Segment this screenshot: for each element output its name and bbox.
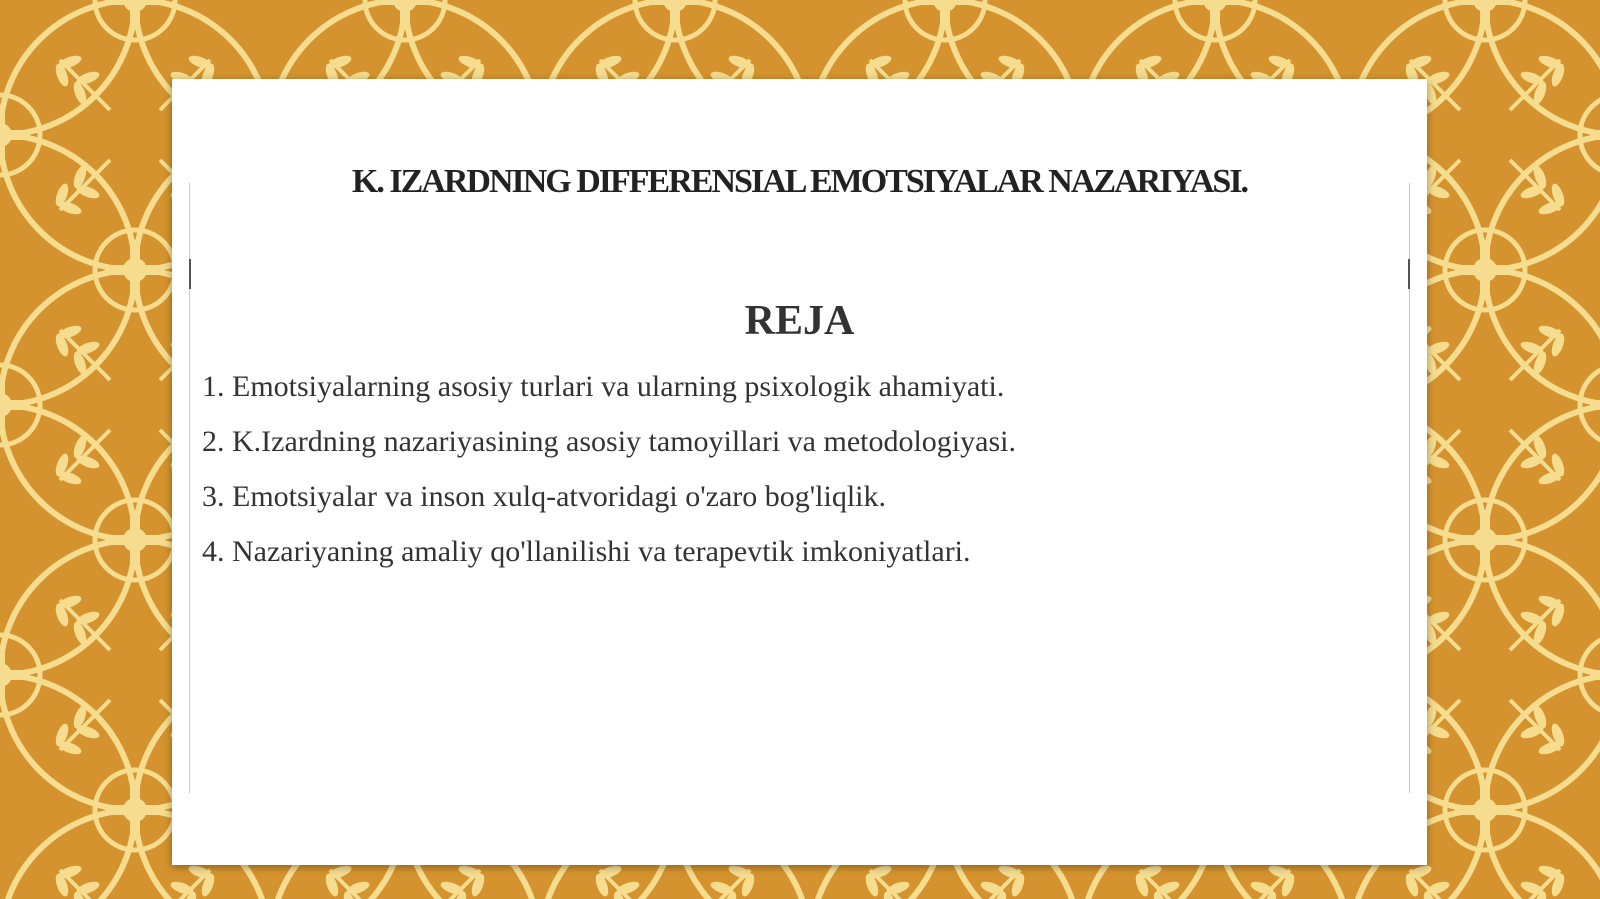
plan-list — [202, 359, 1016, 579]
slide-title: K. IZARDNING DIFFERENSIAL EMOTSIYALAR NAZARIYASI. — [351, 163, 1248, 200]
left-rule-accent — [189, 259, 191, 289]
plan-item: 3. Emotsiyalar va inson xulq-atvoridagi o'zaro bog'liqlik. — [202, 480, 887, 513]
content-card — [172, 79, 1427, 865]
right-rule-accent — [1408, 259, 1410, 289]
plan-heading: REJA — [744, 298, 855, 344]
plan-item: 2. K.Izardning nazariyasining asosiy tamoyillari va metodologiyasi. — [202, 425, 1016, 458]
plan-item: 4. Nazariyaning amaliy qo'llanilishi va terapevtik imkoniyatlari. — [202, 535, 971, 568]
plan-item: 1. Emotsiyalarning asosiy turlari va ularning psixologik ahamiyati. — [202, 370, 1005, 403]
